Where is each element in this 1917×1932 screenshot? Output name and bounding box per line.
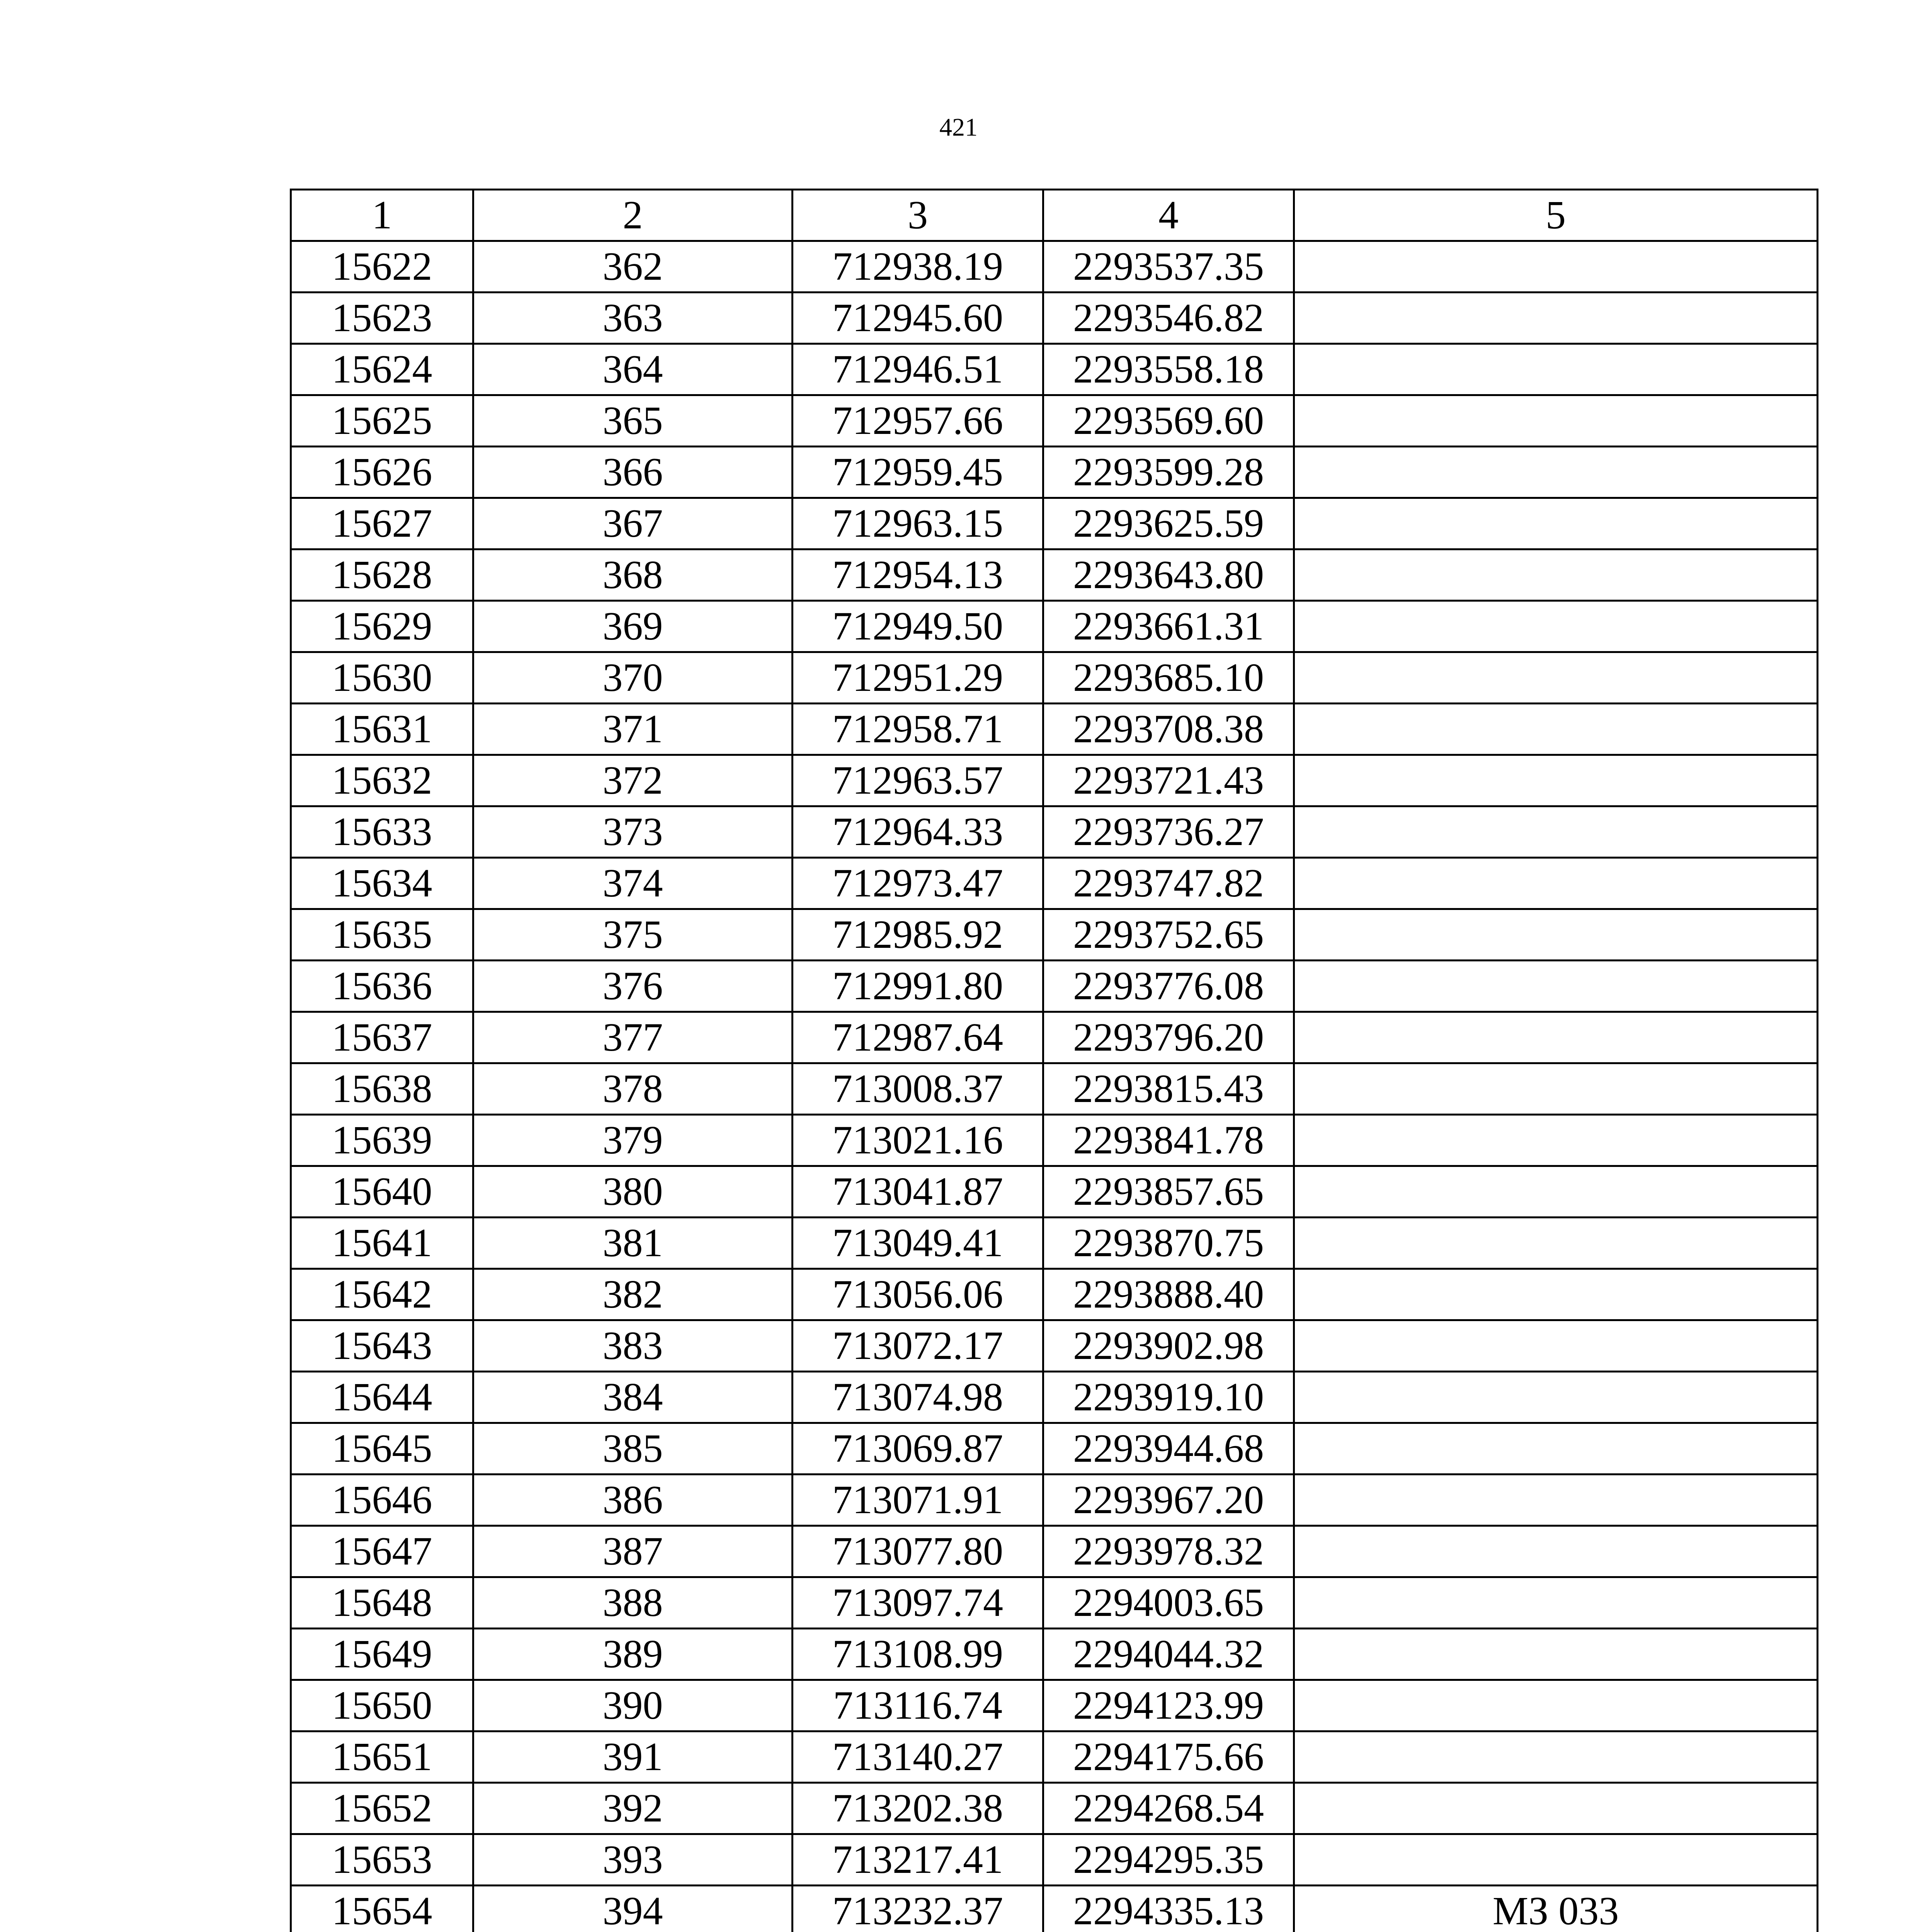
- table-cell: 713071.91: [793, 1475, 1043, 1526]
- table-cell: 713069.87: [793, 1423, 1043, 1475]
- table-cell: 15638: [291, 1063, 473, 1115]
- table-cell: 2293685.10: [1043, 652, 1294, 704]
- table-cell: 372: [473, 755, 793, 806]
- page-number: 421: [939, 113, 978, 141]
- table-cell: 2293546.82: [1043, 293, 1294, 344]
- table-cell: [1294, 1115, 1818, 1166]
- table-cell: [1294, 1269, 1818, 1320]
- table-cell: 2293736.27: [1043, 806, 1294, 858]
- table-cell: 15650: [291, 1680, 473, 1731]
- table-cell: [1294, 961, 1818, 1012]
- header-cell: 3: [793, 190, 1043, 241]
- table-cell: [1294, 1577, 1818, 1629]
- table-cell: 2294044.32: [1043, 1629, 1294, 1680]
- header-cell: 2: [473, 190, 793, 241]
- table-cell: 15646: [291, 1475, 473, 1526]
- table-row: [291, 858, 1818, 909]
- table-cell: 15637: [291, 1012, 473, 1063]
- table-cell: [1294, 1320, 1818, 1372]
- table-cell: [1294, 909, 1818, 961]
- table-cell: [1294, 1475, 1818, 1526]
- table-row: [291, 241, 1818, 293]
- table-row: [291, 755, 1818, 806]
- table-cell: 15627: [291, 498, 473, 549]
- table-cell: [1294, 601, 1818, 652]
- table-row: [291, 1475, 1818, 1526]
- table-cell: 713049.41: [793, 1218, 1043, 1269]
- table-cell: [1294, 395, 1818, 447]
- table-cell: 15652: [291, 1783, 473, 1834]
- table-row: [291, 1166, 1818, 1218]
- table-cell: 15623: [291, 293, 473, 344]
- table-cell: 2293841.78: [1043, 1115, 1294, 1166]
- header-cell: 5: [1294, 190, 1818, 241]
- table-cell: 2293721.43: [1043, 755, 1294, 806]
- table-row: [291, 1680, 1818, 1731]
- table-cell: 369: [473, 601, 793, 652]
- table-cell: 2293569.60: [1043, 395, 1294, 447]
- table-cell: 362: [473, 241, 793, 293]
- table-row: [291, 1526, 1818, 1577]
- table-cell: [1294, 1731, 1818, 1783]
- table-cell: [1294, 549, 1818, 601]
- table-cell: 2294295.35: [1043, 1834, 1294, 1886]
- table-cell: 712985.92: [793, 909, 1043, 961]
- table-cell: 368: [473, 549, 793, 601]
- table-cell: 713232.37: [793, 1886, 1043, 1932]
- table-row: [291, 1423, 1818, 1475]
- table-row: [291, 1115, 1818, 1166]
- table-cell: 380: [473, 1166, 793, 1218]
- table-cell: [1294, 1372, 1818, 1423]
- table-cell: 15634: [291, 858, 473, 909]
- table-cell: 15631: [291, 704, 473, 755]
- table-cell: 713056.06: [793, 1269, 1043, 1320]
- table-cell: 379: [473, 1115, 793, 1166]
- table-cell: 2293661.31: [1043, 601, 1294, 652]
- table-row: [291, 1731, 1818, 1783]
- table-cell: [1294, 1834, 1818, 1886]
- table-row: [291, 1320, 1818, 1372]
- table-cell: 390: [473, 1680, 793, 1731]
- table-row: [291, 1783, 1818, 1834]
- table-cell: 712973.47: [793, 858, 1043, 909]
- table-cell: 713021.16: [793, 1115, 1043, 1166]
- table-cell: [1294, 1063, 1818, 1115]
- table-row: [291, 344, 1818, 395]
- table-row: [291, 1269, 1818, 1320]
- table-row: [291, 1063, 1818, 1115]
- table-cell: 2293870.75: [1043, 1218, 1294, 1269]
- table-cell: 2293919.10: [1043, 1372, 1294, 1423]
- table-cell: 383: [473, 1320, 793, 1372]
- table-row: [291, 1218, 1818, 1269]
- table-cell: 381: [473, 1218, 793, 1269]
- table-cell: 2294268.54: [1043, 1783, 1294, 1834]
- table-cell: [1294, 1629, 1818, 1680]
- table-cell: 712987.64: [793, 1012, 1043, 1063]
- table-cell: 2293558.18: [1043, 344, 1294, 395]
- table-cell: 2294123.99: [1043, 1680, 1294, 1731]
- table-cell: 2293944.68: [1043, 1423, 1294, 1475]
- table-cell: МЗ 033: [1294, 1886, 1818, 1932]
- table-cell: 15636: [291, 961, 473, 1012]
- table-row: [291, 549, 1818, 601]
- table-cell: 712945.60: [793, 293, 1043, 344]
- table-cell: [1294, 652, 1818, 704]
- table-cell: [1294, 498, 1818, 549]
- table-cell: 712963.15: [793, 498, 1043, 549]
- table-cell: 712938.19: [793, 241, 1043, 293]
- table-cell: 713041.87: [793, 1166, 1043, 1218]
- table-cell: 15628: [291, 549, 473, 601]
- table-cell: 365: [473, 395, 793, 447]
- table-cell: [1294, 1423, 1818, 1475]
- table-cell: 713097.74: [793, 1577, 1043, 1629]
- table-cell: 2293967.20: [1043, 1475, 1294, 1526]
- table-cell: 2293747.82: [1043, 858, 1294, 909]
- table-cell: 712964.33: [793, 806, 1043, 858]
- table-row: [291, 447, 1818, 498]
- table-cell: 2294175.66: [1043, 1731, 1294, 1783]
- table-cell: 15629: [291, 601, 473, 652]
- table-cell: 2293815.43: [1043, 1063, 1294, 1115]
- table-cell: [1294, 241, 1818, 293]
- table-cell: 712991.80: [793, 961, 1043, 1012]
- table-cell: 712959.45: [793, 447, 1043, 498]
- table-row: [291, 498, 1818, 549]
- table-cell: 2293643.80: [1043, 549, 1294, 601]
- table-cell: 364: [473, 344, 793, 395]
- table-cell: [1294, 1783, 1818, 1834]
- table-cell: 374: [473, 858, 793, 909]
- table-cell: 713108.99: [793, 1629, 1043, 1680]
- table-cell: 712946.51: [793, 344, 1043, 395]
- table-cell: 713074.98: [793, 1372, 1043, 1423]
- table-cell: [1294, 1526, 1818, 1577]
- table-cell: [1294, 755, 1818, 806]
- table-cell: 15635: [291, 909, 473, 961]
- table-cell: 713202.38: [793, 1783, 1043, 1834]
- table-cell: [1294, 704, 1818, 755]
- table-cell: 2294335.13: [1043, 1886, 1294, 1932]
- table-cell: 376: [473, 961, 793, 1012]
- table-cell: 388: [473, 1577, 793, 1629]
- header-cell: 4: [1043, 190, 1294, 241]
- table-cell: 15624: [291, 344, 473, 395]
- table-cell: 15653: [291, 1834, 473, 1886]
- table-cell: 15622: [291, 241, 473, 293]
- table-row: [291, 1834, 1818, 1886]
- table-cell: 367: [473, 498, 793, 549]
- table-cell: 2293599.28: [1043, 447, 1294, 498]
- table-cell: 15651: [291, 1731, 473, 1783]
- table-cell: 15645: [291, 1423, 473, 1475]
- table-row: [291, 704, 1818, 755]
- table-cell: [1294, 344, 1818, 395]
- table-cell: 363: [473, 293, 793, 344]
- table-cell: 712949.50: [793, 601, 1043, 652]
- table-row: [291, 909, 1818, 961]
- table-row: [291, 1577, 1818, 1629]
- table-cell: 712957.66: [793, 395, 1043, 447]
- table-cell: 386: [473, 1475, 793, 1526]
- table-cell: [1294, 1012, 1818, 1063]
- table-cell: 377: [473, 1012, 793, 1063]
- table-cell: 392: [473, 1783, 793, 1834]
- table-cell: 15643: [291, 1320, 473, 1372]
- table-cell: 2293776.08: [1043, 961, 1294, 1012]
- table-cell: 15626: [291, 447, 473, 498]
- table-cell: 2294003.65: [1043, 1577, 1294, 1629]
- table-row: [291, 1629, 1818, 1680]
- table-cell: 384: [473, 1372, 793, 1423]
- table-cell: [1294, 447, 1818, 498]
- table-row: [291, 1012, 1818, 1063]
- table-cell: 712963.57: [793, 755, 1043, 806]
- table-cell: 373: [473, 806, 793, 858]
- table-cell: 378: [473, 1063, 793, 1115]
- table-cell: 15641: [291, 1218, 473, 1269]
- table-cell: 712951.29: [793, 652, 1043, 704]
- table-cell: 15640: [291, 1166, 473, 1218]
- table-row: [291, 293, 1818, 344]
- table-cell: 15647: [291, 1526, 473, 1577]
- table-cell: 713072.17: [793, 1320, 1043, 1372]
- table-cell: 15654: [291, 1886, 473, 1932]
- table-row: [291, 961, 1818, 1012]
- table-cell: [1294, 1218, 1818, 1269]
- table-row: [291, 806, 1818, 858]
- table-cell: 370: [473, 652, 793, 704]
- table-cell: [1294, 293, 1818, 344]
- table-row: [291, 1886, 1818, 1932]
- table-cell: 713140.27: [793, 1731, 1043, 1783]
- table-cell: [1294, 806, 1818, 858]
- table-row: [291, 652, 1818, 704]
- table-cell: 15625: [291, 395, 473, 447]
- table-cell: 713217.41: [793, 1834, 1043, 1886]
- table-cell: 15630: [291, 652, 473, 704]
- table-cell: 394: [473, 1886, 793, 1932]
- table-cell: 382: [473, 1269, 793, 1320]
- table-cell: 2293796.20: [1043, 1012, 1294, 1063]
- table-cell: 713077.80: [793, 1526, 1043, 1577]
- table-cell: 387: [473, 1526, 793, 1577]
- table-cell: 2293752.65: [1043, 909, 1294, 961]
- table-cell: 712954.13: [793, 549, 1043, 601]
- table-cell: 15649: [291, 1629, 473, 1680]
- table-cell: 2293902.98: [1043, 1320, 1294, 1372]
- table-cell: 2293708.38: [1043, 704, 1294, 755]
- table-cell: 15633: [291, 806, 473, 858]
- table-cell: 371: [473, 704, 793, 755]
- table-body: [291, 241, 1818, 1932]
- table-cell: 713008.37: [793, 1063, 1043, 1115]
- table-cell: 389: [473, 1629, 793, 1680]
- table-cell: [1294, 1166, 1818, 1218]
- table-cell: 375: [473, 909, 793, 961]
- table-cell: 15648: [291, 1577, 473, 1629]
- table-cell: 713116.74: [793, 1680, 1043, 1731]
- table-cell: 2293625.59: [1043, 498, 1294, 549]
- table-cell: [1294, 858, 1818, 909]
- table-cell: 712958.71: [793, 704, 1043, 755]
- table-cell: 385: [473, 1423, 793, 1475]
- table-cell: 2293978.32: [1043, 1526, 1294, 1577]
- table-row: [291, 1372, 1818, 1423]
- table-cell: 391: [473, 1731, 793, 1783]
- table-cell: 2293857.65: [1043, 1166, 1294, 1218]
- table-cell: 393: [473, 1834, 793, 1886]
- coordinates-table: [290, 189, 1818, 1932]
- table-cell: 15644: [291, 1372, 473, 1423]
- table-cell: 15639: [291, 1115, 473, 1166]
- table-row: [291, 601, 1818, 652]
- table-row: [291, 395, 1818, 447]
- table-cell: 366: [473, 447, 793, 498]
- table-cell: 15642: [291, 1269, 473, 1320]
- table-cell: 2293537.35: [1043, 241, 1294, 293]
- header-row: [291, 190, 1818, 241]
- table-cell: 15632: [291, 755, 473, 806]
- table-cell: 2293888.40: [1043, 1269, 1294, 1320]
- table-cell: [1294, 1680, 1818, 1731]
- header-cell: 1: [291, 190, 473, 241]
